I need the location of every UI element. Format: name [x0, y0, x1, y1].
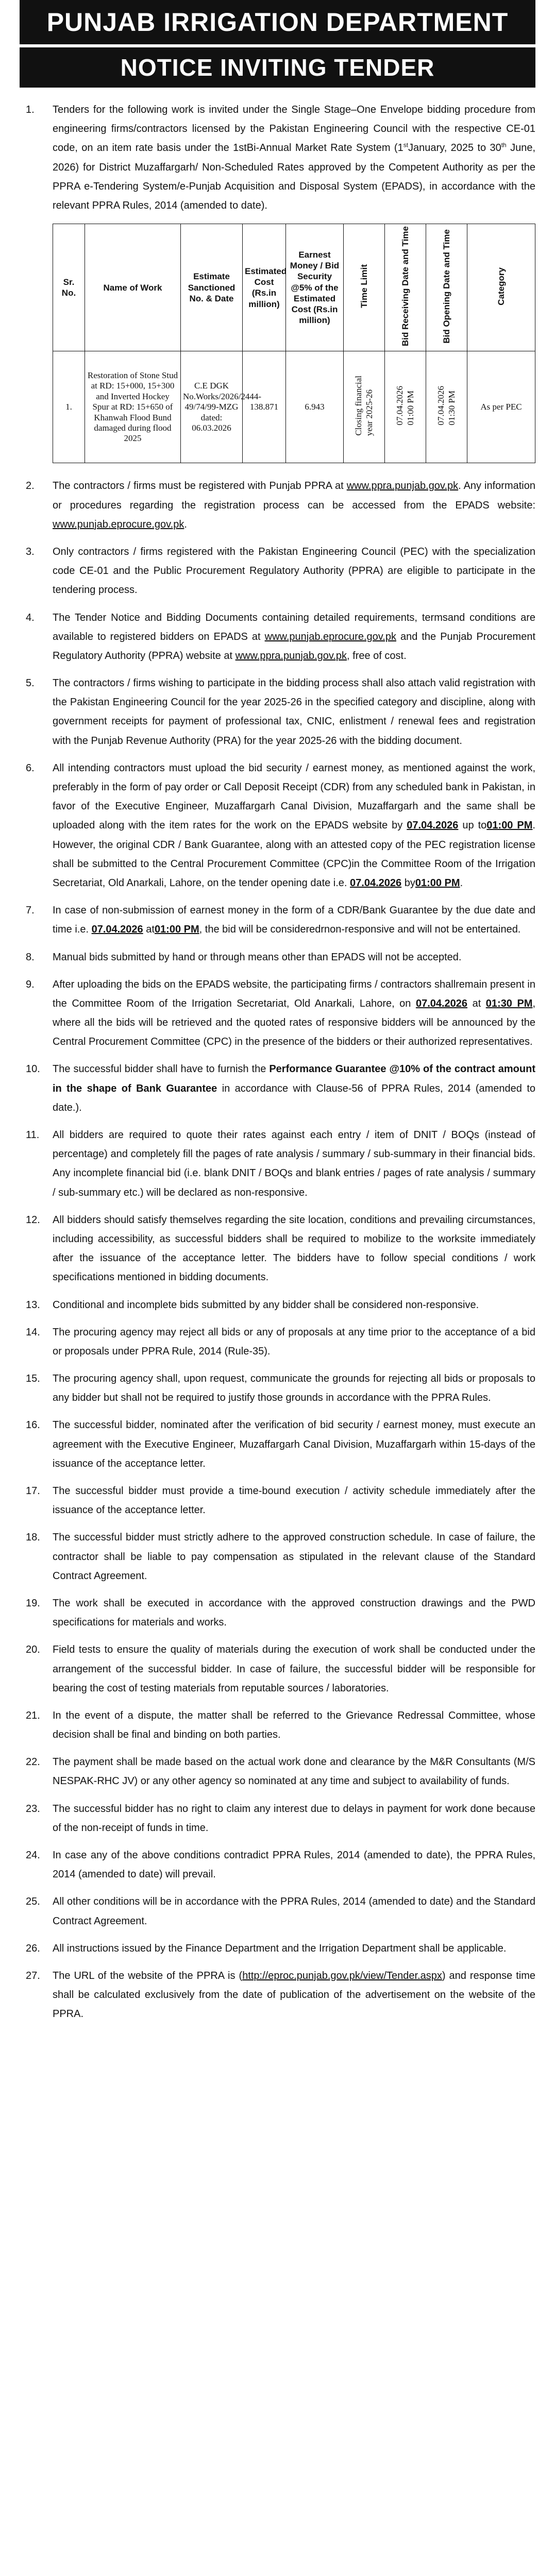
opening-date: 07.04.2026: [350, 877, 402, 889]
clause-text: All other conditions will be in accordance with the PPRA Rules, 2014 (amended to date) and the Standard Contract Agreement.: [53, 1896, 535, 1927]
deadline-date: 07.04.2026: [407, 820, 459, 832]
cell-category: As per PEC: [467, 351, 535, 463]
header-cost: Estimated Cost (Rs.in million): [243, 224, 286, 351]
cell-earnest: 6.943: [286, 351, 344, 463]
ppra-tender-link[interactable]: http://eproc.punjab.gov.pk/view/Tender.aspx: [242, 1970, 442, 1981]
clause-number: 20.: [26, 1644, 40, 1656]
header-name: Name of Work: [85, 224, 181, 351]
clause-number: 11.: [26, 1129, 40, 1141]
clause-text: The Tender Notice and Bidding Documents containing detailed requirements, termsand conditions are available to registered bidders on EPADS at: [53, 612, 535, 642]
header-bid-receiving-text: Bid Receiving Date and Time: [400, 226, 410, 347]
opening-date: 07.04.2026: [415, 997, 468, 1009]
cell-bid-receiving: [385, 351, 426, 463]
cell-bid-opening: [426, 351, 467, 463]
clause-text: . Any information or procedures regarding the registration process can be accessed from the EPADS website:: [53, 480, 535, 511]
clause-number: 13.: [26, 1299, 40, 1311]
clause-text: In case any of the above conditions contradict PPRA Rules, 2014 (amended to date), the PPRA Rules, 2014 (amended to date) will prevail.: [53, 1850, 535, 1880]
clause-text: The contractors / firms wishing to participate in the bidding process shall also attach valid registration with the Pakistan Engineering Council for the year 2025-26 in the specified category and discipline, along with government receipts for payment of professional tax, CNIC, enlistment / renewal fees and registration with the Punjab Revenue Authority (PRA) for the year 2025-26 with the bidding document.: [53, 677, 535, 747]
header-time-limit-text: Time Limit: [359, 264, 369, 308]
clause-text: In the event of a dispute, the matter shall be referred to the Grievance Redressal Committee, whose decision shall be final and binding on both parties.: [53, 1709, 535, 1741]
clause-19: [20, 1594, 535, 1632]
clause-text: In case of non-submission of earnest money in the form of a CDR/Bank Guarantee by the due date and time i.e.: [53, 905, 535, 936]
clause-1: [20, 100, 535, 215]
clause-17: [20, 1482, 535, 1520]
epads-link[interactable]: www.punjab.eprocure.gov.pk: [53, 518, 184, 530]
ppra-link[interactable]: www.ppra.punjab.gov.pk: [235, 650, 347, 662]
opening-time: 01:30 PM: [485, 997, 533, 1009]
clause-4: [20, 608, 535, 666]
clause-text: , the bid will be consideredrnon-responsive and will not be entertained.: [199, 924, 521, 936]
clause-number: 19.: [26, 1597, 40, 1609]
clause-text: Manual bids submitted by hand or through means other than EPADS will not be accepted.: [53, 951, 462, 963]
table-header-row: [53, 224, 535, 351]
header-bid-opening-text: Bid Opening Date and Time: [441, 229, 451, 344]
clause-text: The work shall be executed in accordance with the approved construction drawings and the PWD specifications for materials and works.: [53, 1597, 535, 1629]
department-banner: PUNJAB IRRIGATION DEPARTMENT: [20, 0, 535, 44]
clause-text: January, 2025 to 30: [408, 142, 501, 154]
clause-number: 21.: [26, 1709, 40, 1721]
clause-12: [20, 1211, 535, 1287]
notice-body: [20, 100, 535, 2032]
clause-text: The successful bidder must strictly adhere to the approved construction schedule. In case of failure, the contractor shall be liable to pay compensation as stipulated in the relevant clause of the Standard Contract Agreement.: [53, 1532, 535, 1582]
cell-name-of-work: Restoration of Stone Stud at RD: 15+000, 15+300 and Inverted Hockey Spur at RD: 15+650 of Khanwah Flood Bund damaged during flood 2025: [85, 351, 181, 463]
clause-number: 16.: [26, 1419, 40, 1431]
clause-text: All bidders are required to quote their rates against each entry / item of DNIT / BOQs (instead of percentage) and completely fill the pages of rate analysis / summary / sub-summary in their financial bids. Any incomplete financial bid (i.e. blank DNIT / BOQs and blank entries / pages of rate analysis / summary / sub-summary etc.) will be declared as non-responsive.: [53, 1129, 535, 1198]
clause-number: 8.: [26, 951, 35, 963]
clause-number: 3.: [26, 546, 35, 557]
clause-number: 15.: [26, 1373, 40, 1385]
header-category-text: Category: [496, 267, 506, 306]
clause-number: 9.: [26, 978, 35, 990]
header-category: [467, 224, 535, 351]
clause-3: [20, 543, 535, 600]
clause-11: [20, 1126, 535, 1202]
ordinal-suffix: st: [403, 141, 409, 149]
clause-number: 4.: [26, 612, 35, 623]
clause-16: [20, 1416, 535, 1473]
bid-opening-date: 07.04.2026: [436, 386, 446, 426]
clause-number: 2.: [26, 480, 35, 492]
clause-text: up to: [458, 820, 487, 832]
clause-text: ) and response time shall be calculated exclusively from the date of publication of the advertisement on the website of the PPRA.: [53, 1970, 536, 2020]
clause-22: [20, 1753, 535, 1791]
clause-15: [20, 1369, 535, 1408]
tender-table: [53, 224, 535, 463]
clause-text: .: [460, 877, 463, 889]
clause-number: 27.: [26, 1970, 40, 1981]
cell-sanction: C.E DGK No.Works/2026/2444-49/74/99-MZG dated: 06.03.2026: [181, 351, 243, 463]
clause-number: 25.: [26, 1896, 40, 1908]
due-time: 01:00 PM: [154, 924, 199, 936]
clause-10: [20, 1060, 535, 1117]
clause-text: , free of cost.: [347, 650, 407, 662]
ordinal-suffix: th: [501, 141, 507, 149]
header-time-limit: [344, 224, 385, 351]
clause-7: [20, 901, 535, 939]
clause-text: The contractors / firms must be registered with Punjab PPRA at: [53, 480, 347, 492]
clause-number: 5.: [26, 677, 35, 689]
clause-text: . However, the original CDR / Bank Guarantee, along with an attested copy of the PEC registration license shall be submitted to the Central Procurement Committee (CPC)in the Committee Room of the Irrigation Secretariat, Old Anarkali, Lahore, on the tender opening date i.e.: [53, 820, 535, 889]
clause-number: 17.: [26, 1485, 40, 1497]
clause-text: , where all the bids will be retrieved and the quoted rates of responsive bidders will be announced by the Central Procurement Committee (CPC) in the presence of the bidders or their authorized representatives.: [53, 997, 536, 1048]
clause-number: 14.: [26, 1326, 40, 1338]
header-bid-receiving: [385, 224, 426, 351]
clause-13: [20, 1296, 535, 1315]
clause-text: The payment shall be made based on the actual work done and clearance by the M&R Consultants (M/S NESPAK-RHC JV) or any other agency so nominated at any time and subject to availability of funds.: [53, 1756, 535, 1787]
notice-title: NOTICE INVITING TENDER: [20, 47, 535, 88]
ppra-link[interactable]: www.ppra.punjab.gov.pk: [346, 480, 459, 492]
clause-text: The successful bidder shall have to furnish the: [53, 1063, 270, 1075]
clause-14: [20, 1323, 535, 1361]
clause-text: .: [184, 518, 187, 530]
clause-24: [20, 1846, 535, 1884]
clause-text: Tenders for the following work is invited under the Single Stage–One Envelope bidding procedure from engineering firms/contractors licensed by the Pakistan Engineering Council with the respective CE-01 code, on an item rate basis under the 1stBi-Annual Market Rate System (1: [53, 104, 535, 154]
clause-text: by: [401, 877, 415, 889]
due-date: 07.04.2026: [91, 924, 143, 936]
clause-8: [20, 948, 535, 967]
tender-table-wrap: [53, 224, 535, 463]
clause-text: June, 2026) for District Muzaffargarh/ Non-Scheduled Rates approved by the Competent Authority as per the PPRA e-Tendering System/e-Punjab Acquisition and Disposal System (EPADS), in accordance with the relevant PPRA Rules, 2014 (amended to date).: [53, 142, 536, 211]
clause-text: in accordance with Clause-56 of PPRA Rules, 2014 (amended to date.).: [53, 1082, 536, 1113]
performance-guarantee: Performance Guarantee @10% of the contract amount in the shape of Bank Guarantee: [53, 1063, 535, 1094]
clause-number: 7.: [26, 905, 35, 917]
clause-text: at: [143, 924, 155, 936]
clause-number: 26.: [26, 1942, 40, 1954]
clause-number: 6.: [26, 762, 35, 774]
clause-text: Conditional and incomplete bids submitted by any bidder shall be considered non-responsive.: [53, 1299, 479, 1311]
bid-receiving-date: 07.04.2026: [395, 386, 405, 426]
clause-number: 1.: [26, 104, 35, 115]
clause-number: 18.: [26, 1532, 40, 1544]
time-limit-line-2: year 2025-26: [364, 389, 374, 436]
clause-text: The procuring agency shall, upon request, communicate the grounds for rejecting all bids or proposals to any bidder but shall not be required to justify those grounds in accordance with the PPRA Rules.: [53, 1373, 535, 1404]
clause-9: [20, 975, 535, 1052]
opening-time: 01:00 PM: [415, 877, 460, 889]
clause-text: Field tests to ensure the quality of materials during the execution of work shall be conducted under the arrangement of the successful bidder. In case of failure, the successful bidder will be responsible for bearing the cost of testing materials from reputable sources / laboratories.: [53, 1644, 535, 1694]
clause-number: 22.: [26, 1756, 40, 1768]
clause-text: and the Punjab Procurement Regulatory Authority (PPRA) website at: [53, 631, 536, 662]
cell-cost: 138.871: [243, 351, 286, 463]
clause-text: Only contractors / firms registered with the Pakistan Engineering Council (PEC) with the specialization code CE-01 and the Public Procurement Regulatory Authority (PPRA) are eligible to participate in the tendering process.: [53, 546, 535, 596]
clause-number: 24.: [26, 1850, 40, 1861]
header-sr: Sr. No.: [53, 224, 85, 351]
header-earnest: Earnest Money / Bid Security @5% of the Estimated Cost (Rs.in million): [286, 224, 344, 351]
deadline-time: 01:00 PM: [486, 820, 533, 832]
clause-27: [20, 1967, 535, 2024]
clause-number: 12.: [26, 1214, 40, 1226]
clause-25: [20, 1892, 535, 1930]
cell-time-limit: [344, 351, 385, 463]
time-limit-line-1: Closing financial: [354, 376, 364, 436]
clause-5: [20, 674, 535, 751]
cell-sr: 1.: [53, 351, 85, 463]
bid-receiving-time: 01:00 PM: [405, 391, 415, 426]
clause-text: at: [467, 997, 486, 1009]
clause-text: The procuring agency may reject all bids or any of proposals at any time prior to the acceptance of a bid or proposals under PPRA Rule, 2014 (Rule-35).: [53, 1326, 535, 1357]
clause-text: All intending contractors must upload the bid security / earnest money, as mentioned against the work, preferably in the form of pay order or Call Deposit Receipt (CDR) from any scheduled bank in Pakistan, in favor of the Executive Engineer, Muzaffargarh Canal Division, Muzaffargarh and the same shall be uploaded along with the item rates for the work on the EPADS website by: [53, 762, 535, 832]
clause-number: 10.: [26, 1063, 40, 1075]
clause-6: [20, 759, 535, 893]
clause-text: After uploading the bids on the EPADS website, the participating firms / contractors shallremain present in the Committee Room of the Irrigation Secretariat, Old Anarkali, Lahore, on: [53, 978, 535, 1009]
clause-21: [20, 1706, 535, 1744]
clause-2: [20, 477, 535, 534]
bid-opening-time: 01:30 PM: [446, 391, 457, 426]
clause-number: 23.: [26, 1803, 40, 1815]
clause-text: The successful bidder, nominated after the verification of bid security / earnest money, must execute an agreement with the Executive Engineer, Muzaffargarh Canal Division, Muzaffargarh within 15-days of the issuance of the acceptance letter.: [53, 1419, 535, 1469]
header-sanction: Estimate Sanctioned No. & Date: [181, 224, 243, 351]
table-row: [53, 351, 535, 463]
clause-18: [20, 1528, 535, 1586]
clause-text: All instructions issued by the Finance Department and the Irrigation Department shall be applicable.: [53, 1942, 507, 1954]
clause-26: [20, 1939, 535, 1958]
clause-text: The URL of the website of the PPRA is (: [53, 1970, 243, 1981]
clause-text: The successful bidder has no right to claim any interest due to delays in payment for work done because of the non-receipt of funds in time.: [53, 1803, 535, 1834]
clause-text: The successful bidder must provide a time-bound execution / activity schedule immediately after the issuance of the acceptance letter.: [53, 1485, 535, 1516]
clause-20: [20, 1640, 535, 1698]
header-bid-opening: [426, 224, 467, 351]
clause-23: [20, 1800, 535, 1838]
epads-link[interactable]: www.punjab.eprocure.gov.pk: [264, 631, 396, 642]
clause-text: All bidders should satisfy themselves regarding the site location, conditions and prevailing circumstances, including accessibility, as successful bidders shall be required to mobilize to the worksite immediately after the issuance of the acceptance letter. The bidders have to follow special conditions / work specifications mentioned in bidding documents.: [53, 1214, 535, 1283]
